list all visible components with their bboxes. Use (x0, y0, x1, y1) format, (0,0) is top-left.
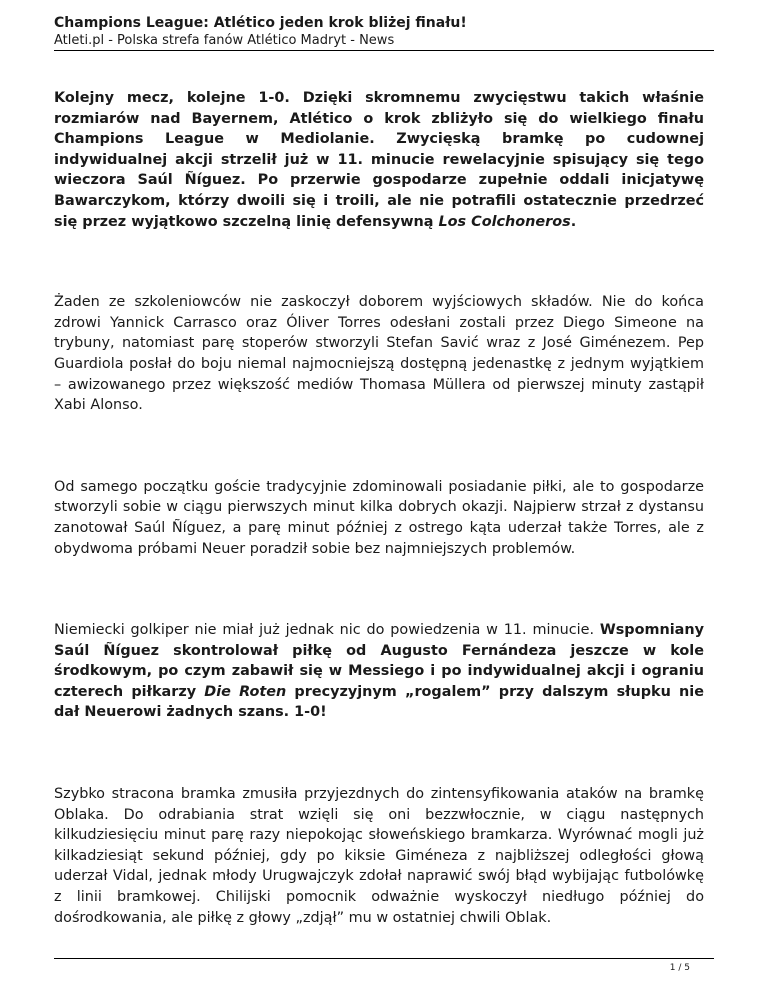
article-body (54, 88, 704, 989)
goal-bold-italic: Die Roten (204, 683, 287, 700)
paragraph-response: Szybko stracona bramka zmusiła przyjezdnych do zintensyfikowania ataków na bramkę Oblaka. Do odrabiania strat wzięli się oni bezzwłocznie, w ciągu następnych kilkudziesięciu minut parę razy niepokojąc słoweńskiego bramkarza. Wyrównać mogli już kilkadziesiąt sekund później, gdy po kiksie Giméneza z najbliższej odległości głową uderzał Vidal, jednak młody Urugwajczyk zdołał naprawić swój błąd wybijając futbolówkę z linii bramkowej. Chilijski pomocnik odważnie wyskoczył niedługo później do dośrodkowania, ale piłkę z głowy „zdjął” mu w ostatniej chwili Oblak. (54, 786, 704, 926)
lead-italic: Los Colchoneros (438, 213, 571, 230)
page-header (54, 14, 714, 49)
site-subtitle: Atleti.pl - Polska strefa fanów Atlético Madryt - News (54, 33, 395, 48)
article-title: Champions League: Atlético jeden krok bliżej finału! (54, 15, 467, 31)
goal-intro: Niemiecki golkiper nie miał już jednak nic do powiedzenia w 11. minucie. (54, 622, 600, 639)
lead-end: . (570, 213, 577, 230)
page-number: 1 / 5 (669, 963, 690, 973)
footer-divider (54, 958, 714, 959)
paragraph-lineups: Żaden ze szkoleniowców nie zaskoczył doborem wyjściowych składów. Nie do końca zdrowi Yannick Carrasco oraz Óliver Torres odesłani zostali przez Diego Simeone na trybuny, natomiast parę stoperów stworzyli Stefan Savić wraz z José Giménezem. Pep Guardiola posłał do boju niemal najmocniejszą dostępną jedenastkę z jednym wyjątkiem – awizowanego przez większość mediów Thomasa Müllera od pierwszej minuty zastąpił Xabi Alonso. (54, 294, 704, 414)
paragraph-goal (54, 620, 704, 723)
goal-bold-1: Wspomniany Saúl Ñíguez skontrolował piłkę od Augusto Fernándeza jeszcze w kole środkowym, po czym zabawił się w Messiego i po indywidualnej akcji i ograniu czterech piłkarzy (54, 622, 704, 700)
header-divider (54, 50, 714, 51)
lead-paragraph (54, 88, 704, 232)
lead-text: Kolejny mecz, kolejne 1-0. Dzięki skromnemu zwycięstwu takich właśnie rozmiarów nad Bayernem, Atlético o krok zbliżyło się do wielkiego finału Champions League w Mediolanie. Zwycięską bramkę po cudownej indywidualnej akcji strzelił już w 11. minucie rewelacyjnie spisujący się tego wieczora Saúl Ñíguez. Po przerwie gospodarze zupełnie oddali inicjatywę Bawarczykom, którzy dwoili się i troili, ale nie potrafili ostatecznie przedrzeć się przez wyjątkowo szczelną linię defensywną (54, 90, 704, 230)
goal-bold-2: precyzyjnym „rogalem” przy dalszym słupku nie dał Neuerowi żadnych szans. 1-0! (54, 683, 704, 721)
paragraph-early-chances: Od samego początku goście tradycyjnie zdominowali posiadanie piłki, ale to gospodarze stworzyli sobie w ciągu pierwszych minut kilka dobrych okazji. Najpierw strzał z dystansu zanotował Saúl Ñíguez, a parę minut później z ostrego kąta uderzał także Torres, ale z obydwoma próbami Neuer poradził sobie bez najmniejszych problemów. (54, 478, 704, 557)
